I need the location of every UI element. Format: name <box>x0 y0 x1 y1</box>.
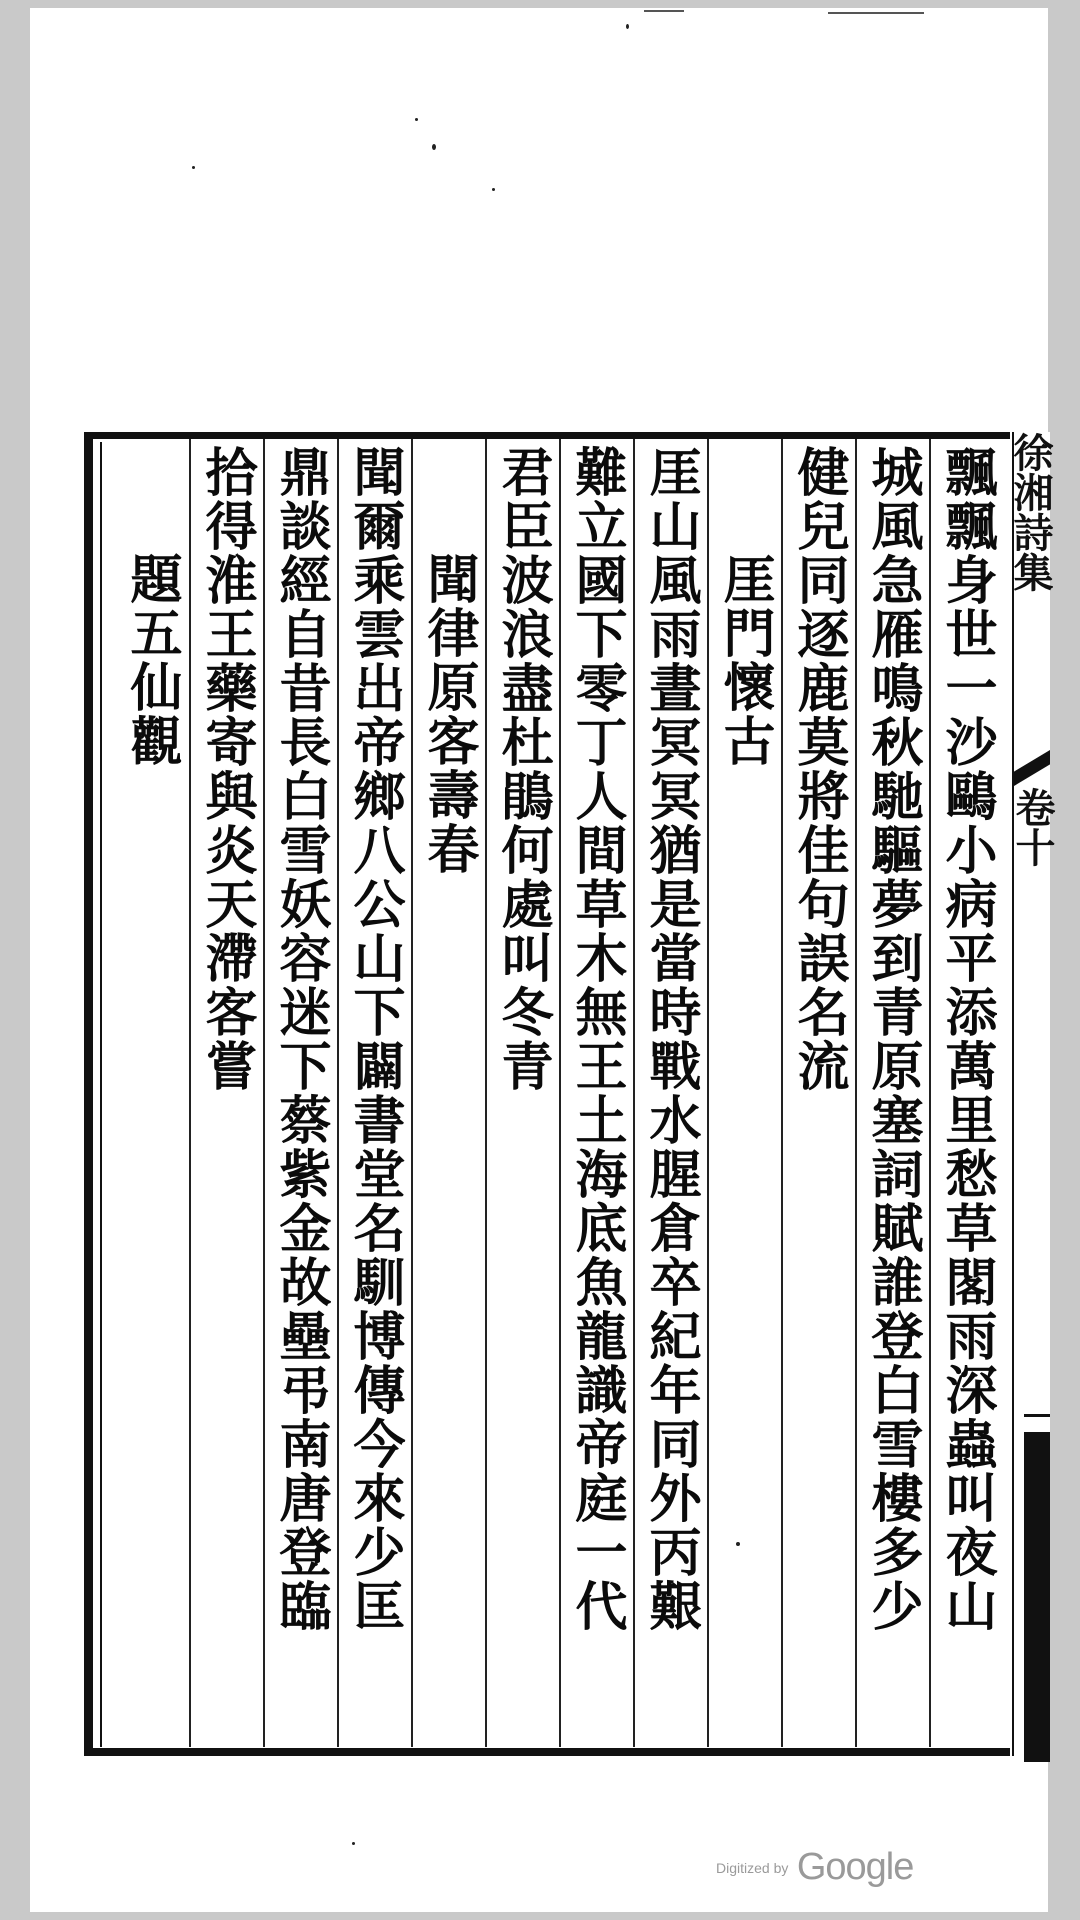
column-rule <box>559 439 561 1747</box>
column-rule <box>189 439 191 1747</box>
poem-title: 題五仙觀 <box>121 552 182 768</box>
column-rule <box>855 439 857 1747</box>
frame-inner-rule <box>100 442 102 1747</box>
ink-speck <box>192 166 195 169</box>
text-column-5: 厓山風雨晝冥冥猶是當時戰水腥倉卒紀年同外丙艱 <box>640 445 701 1633</box>
ink-speck <box>432 144 436 150</box>
text-column-3: 健兒同逐鹿莫將佳句誤名流 <box>788 445 849 1093</box>
text-column-10: 鼎談經自昔長白雪妖容迷下蔡紫金故壘弔南唐登臨 <box>270 445 331 1633</box>
spine-tick <box>1024 1414 1050 1417</box>
text-column-9: 聞爾乘雲出帝鄉八公山下闢書堂名馴博傳今來少匡 <box>344 445 405 1633</box>
top-edge-mark <box>828 12 924 14</box>
poem-title: 聞律原客壽春 <box>418 552 479 876</box>
column-rule <box>337 439 339 1747</box>
column-rule <box>633 439 635 1747</box>
ink-speck <box>352 1842 355 1845</box>
column-rule <box>929 439 931 1747</box>
ink-speck <box>492 188 495 191</box>
text-column-11: 拾得淮王藥寄與炎天滯客嘗 <box>196 445 257 1093</box>
text-column-6: 難立國下零丁人間草木無王土海底魚龍識帝庭一代 <box>566 445 627 1633</box>
text-column-1: 飄飄身世一沙鷗小病平添萬里愁草閣雨深蟲叫夜山 <box>936 445 997 1633</box>
poem-title: 厓門懷古 <box>714 552 775 768</box>
ink-speck <box>415 118 418 121</box>
digitized-watermark <box>716 1846 913 1889</box>
column-rule <box>411 439 413 1747</box>
spine-volume-label: 卷十 <box>1009 787 1056 867</box>
watermark-prefix: Digitized by <box>716 1859 789 1876</box>
top-edge-mark <box>644 10 684 12</box>
spine-black-bar <box>1024 1432 1050 1762</box>
column-rule <box>707 439 709 1747</box>
column-rule <box>263 439 265 1747</box>
column-rule <box>781 439 783 1747</box>
text-column-2: 城風急雁鳴秋馳驅夢到青原塞詞賦誰登白雪樓多少 <box>862 445 923 1633</box>
block-heart <box>1007 432 1056 1756</box>
ink-speck <box>626 24 629 29</box>
text-column-7: 君臣波浪盡杜鵑何處叫冬青 <box>492 445 553 1093</box>
column-rule <box>485 439 487 1747</box>
google-logo: Google <box>796 1846 914 1888</box>
spine-book-title: 徐湘詩集 <box>1007 432 1054 592</box>
